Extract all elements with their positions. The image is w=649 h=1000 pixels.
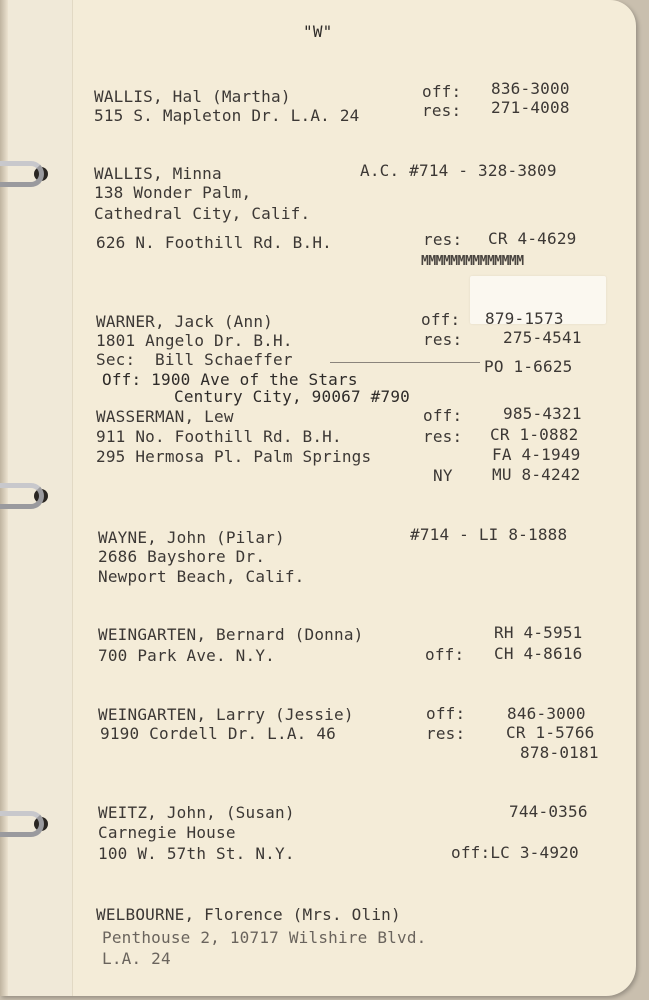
off-label: off: [426, 704, 466, 723]
entry-address: 515 S. Mapleton Dr. L.A. 24 [94, 106, 360, 125]
binder-ring [0, 483, 44, 509]
res-label: res: [423, 230, 463, 249]
res-label: res: [422, 101, 462, 120]
entry-name: WELBOURNE, Florence (Mrs. Olin) [96, 905, 401, 924]
entry-name: WALLIS, Minna [94, 164, 222, 183]
binder-ring [0, 161, 44, 187]
phone-number: CR 1-0882 [490, 425, 579, 444]
arrow-line [330, 362, 480, 363]
phone-number: 836-3000 [491, 79, 570, 98]
phone-number: A.C. #714 - 328-3809 [360, 161, 557, 180]
phone-number: FA 4-1949 [492, 445, 581, 464]
ny-label: NY [433, 466, 453, 485]
res-label: res: [426, 724, 466, 743]
phone-number: 275-4541 [503, 328, 582, 347]
entry-address: Cathedral City, Calif. [94, 204, 311, 223]
entry-name: WEINGARTEN, Larry (Jessie) [98, 705, 354, 724]
off-label: off: [421, 310, 461, 329]
entry-address: 700 Park Ave. N.Y. [98, 646, 275, 665]
phone-number: CR 4-4629 [488, 229, 577, 248]
phone-number: 879-1573 [485, 309, 564, 328]
phone-number: 846-3000 [507, 704, 586, 723]
entry-address: 2686 Bayshore Dr. [98, 547, 266, 566]
struck-out-text: MMMMMMMMMMMMMM [421, 254, 524, 269]
entry-name: WAYNE, John (Pilar) [98, 528, 285, 547]
phone-number: 744-0356 [509, 802, 588, 821]
binder-ring [0, 811, 44, 837]
office-address: Off: 1900 Ave of the Stars [102, 370, 358, 389]
entry-name: WEINGARTEN, Bernard (Donna) [98, 625, 364, 644]
phone-number: #714 - LI 8-1888 [410, 525, 568, 544]
off-label: off: [422, 82, 462, 101]
phone-number: CR 1-5766 [506, 723, 595, 742]
secretary-line: Sec: Bill Schaeffer [96, 350, 293, 369]
entry-address: Penthouse 2, 10717 Wilshire Blvd. [102, 928, 427, 947]
off-label: off: [425, 645, 465, 664]
phone-number: 985-4321 [503, 404, 582, 423]
entry-name: WASSERMAN, Lew [96, 407, 234, 426]
entry-address: 138 Wonder Palm, [94, 183, 252, 202]
phone-number: off:LC 3-4920 [451, 843, 579, 862]
entry-address: 911 No. Foothill Rd. B.H. [96, 427, 342, 446]
entry-address: 1801 Angelo Dr. B.H. [96, 331, 293, 350]
entry-name: WEITZ, John, (Susan) [98, 803, 295, 822]
phone-number: MU 8-4242 [492, 465, 581, 484]
phone-number: 271-4008 [491, 98, 570, 117]
entry-name: WALLIS, Hal (Martha) [94, 87, 291, 106]
entry-name: WARNER, Jack (Ann) [96, 312, 273, 331]
phone-number: RH 4-5951 [494, 623, 583, 642]
entry-address: 295 Hermosa Pl. Palm Springs [96, 447, 372, 466]
section-header: "W" [303, 22, 333, 41]
entry-address: L.A. 24 [102, 949, 171, 968]
res-label: res: [423, 330, 463, 349]
res-label: res: [423, 427, 463, 446]
entry-address: 9190 Cordell Dr. L.A. 46 [100, 724, 336, 743]
phone-number: PO 1-6625 [484, 357, 573, 376]
phone-number: CH 4-8616 [494, 644, 583, 663]
entry-address: 100 W. 57th St. N.Y. [98, 844, 295, 863]
entry-address: Newport Beach, Calif. [98, 567, 305, 586]
phone-number: 878-0181 [520, 743, 599, 762]
office-address: Century City, 90067 #790 [174, 387, 410, 406]
entry-address: Carnegie House [98, 823, 236, 842]
entry-address: 626 N. Foothill Rd. B.H. [96, 233, 332, 252]
off-label: off: [423, 406, 463, 425]
